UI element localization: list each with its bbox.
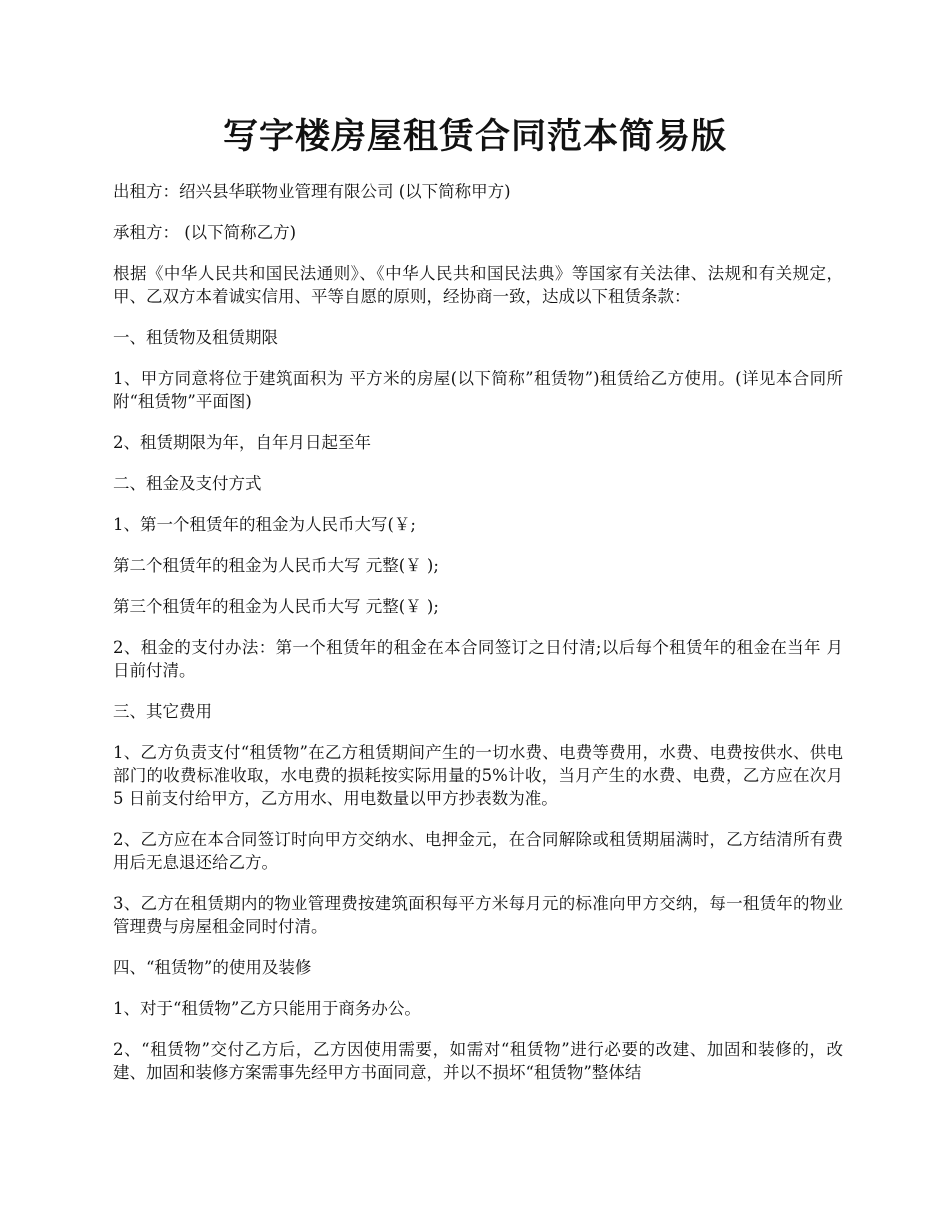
section-heading-3: 三、其它费用 [113, 702, 212, 721]
clause-1-1: 1、甲方同意将位于建筑面积为 平方米的房屋(以下简称”租赁物”)租赁给乙方使用。(详见本合同所附“租赁物”平面图) [113, 369, 843, 411]
section-heading-4: 四、“租赁物”的使用及装修 [113, 958, 312, 977]
party-lessee: 承租方： (以下简称乙方) [113, 223, 297, 242]
clause-3-1: 1、乙方负责支付“租赁物”在乙方租赁期间产生的一切水费、电费等费用，水费、电费按供水、供电部门的收费标准收取，水电费的损耗按实际用量的5%计收，当月产生的水费、电费，乙方应在次月 5 日前支付给甲方，乙方用水、用电数量以甲方抄表数为准。 [113, 743, 843, 808]
clause-2-1: 1、第一个租赁年的租金为人民币大写(￥; [113, 515, 416, 534]
clause-4-1: 1、对于“租赁物”乙方只能用于商务办公。 [113, 999, 421, 1018]
clause-2-2: 2、租金的支付办法：第一个租赁年的租金在本合同签订之日付清;以后每个租赁年的租金在当年 月 日前付清。 [113, 638, 843, 680]
clause-2-1-year2: 第二个租赁年的租金为人民币大写 元整(￥ ); [113, 556, 439, 575]
document-title: 写字楼房屋租赁合同范本简易版 [222, 116, 727, 157]
section-heading-1: 一、租赁物及租赁期限 [113, 328, 278, 347]
document-body [113, 180, 843, 1102]
clause-3-2: 2、乙方应在本合同签订时向甲方交纳水、电押金元，在合同解除或租赁期届满时，乙方结清所有费用后无息退还给乙方。 [113, 830, 843, 872]
clause-2-1-year3: 第三个租赁年的租金为人民币大写 元整(￥ ); [113, 597, 439, 616]
clause-4-2: 2、“租赁物”交付乙方后，乙方因使用需要，如需对“租赁物”进行必要的改建、加固和装修的，改建、加固和装修方案需事先经甲方书面同意，并以不损坏“租赁物”整体结 [113, 1040, 843, 1082]
section-heading-2: 二、租金及支付方式 [113, 474, 262, 493]
clause-1-2: 2、租赁期限为年，自年月日起至年 [113, 433, 371, 452]
clause-3-3: 3、乙方在租赁期内的物业管理费按建筑面积每平方米每月元的标准向甲方交纳，每一租赁年的物业管理费与房屋租金同时付清。 [113, 894, 843, 936]
preamble: 根据《中华人民共和国民法通则》、《中华人民共和国民法典》等国家有关法律、法规和有关规定，甲、乙双方本着诚实信用、平等自愿的原则，经协商一致，达成以下租赁条款： [113, 264, 843, 306]
party-lessor: 出租方：绍兴县华联物业管理有限公司 (以下简称甲方) [113, 182, 511, 201]
